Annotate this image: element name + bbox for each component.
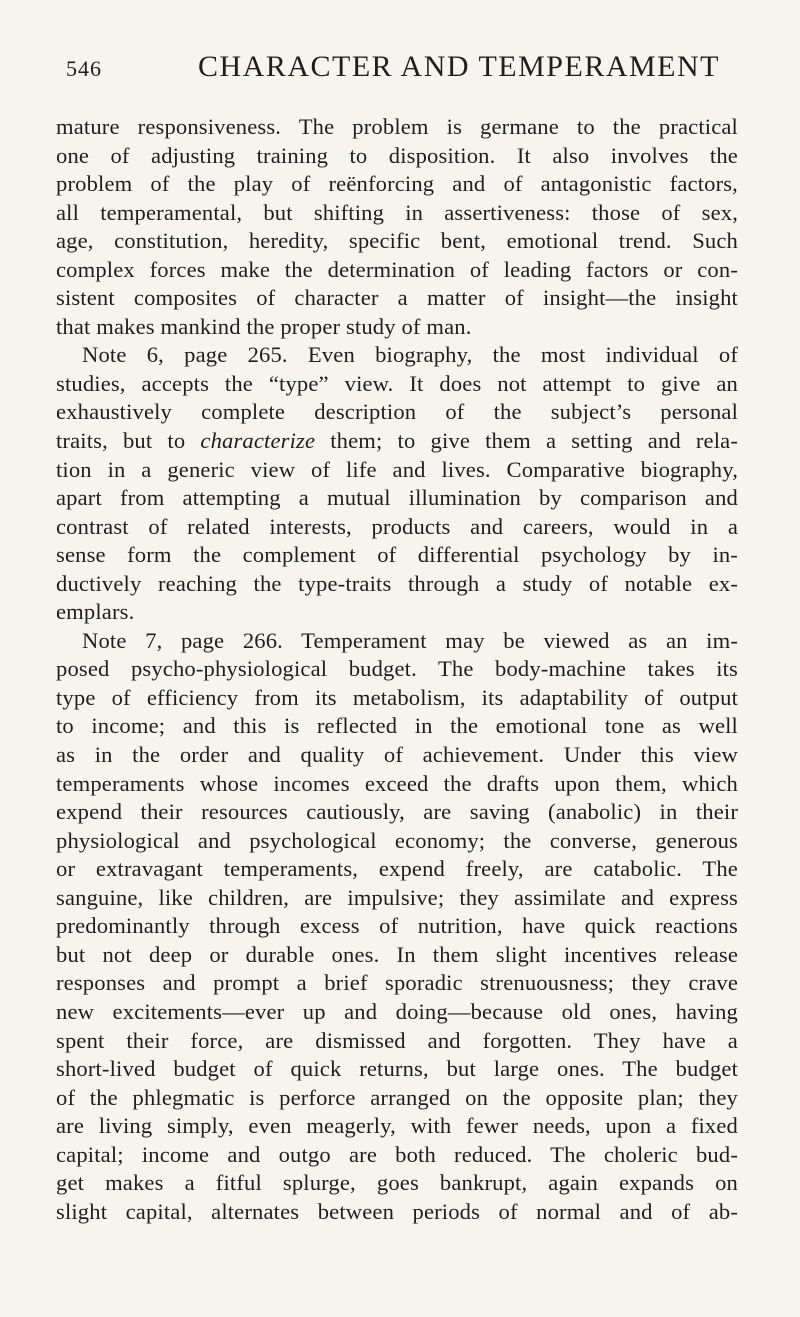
text-line: temperaments whose incomes exceed the drafts upon them, which xyxy=(56,770,738,796)
text-line: problem of the play of reënforcing and of antagonistic factors, xyxy=(56,171,738,197)
text-line: tion in a generic view of life and lives. Comparative biography, xyxy=(56,456,738,482)
text-line: get makes a fitful splurge, goes bankrupt, again expands on xyxy=(56,1170,738,1196)
text-line: sistent composites of character a matter of insight—the insight xyxy=(56,285,738,311)
text-line: exhaustively complete description of the subject’s personal xyxy=(56,399,738,425)
text-line: emplars. xyxy=(56,599,135,625)
text-line: Note 7, page 266. Temperament may be viewed as an im- xyxy=(82,627,738,653)
text-line: age, constitution, heredity, specific bent, emotional trend. Such xyxy=(56,228,738,254)
text-line: of the phlegmatic is perforce arranged on the opposite plan; they xyxy=(56,1084,738,1110)
text-line: complex forces make the determination of leading factors or con- xyxy=(56,256,738,282)
text-line: mature responsiveness. The problem is germane to the practical xyxy=(56,114,738,139)
text-line: ductively reaching the type-traits through a study of notable ex- xyxy=(56,570,738,596)
text-line: type of efficiency from its metabolism, its adaptability of output xyxy=(56,684,738,710)
text-line: sense form the complement of differential psychology by in- xyxy=(56,542,738,568)
text-line: short-lived budget of quick returns, but large ones. The budget xyxy=(56,1056,738,1082)
text-line: one of adjusting training to disposition. It also involves the xyxy=(56,142,738,168)
text-line: expend their resources cautiously, are saving (anabolic) in their xyxy=(56,799,738,825)
body-text xyxy=(56,113,738,1226)
text-line: sanguine, like children, are impulsive; they assimilate and express xyxy=(56,884,738,910)
running-head: CHARACTER AND TEMPERAMENT xyxy=(198,50,720,83)
text-line: Note 6, page 265. Even biography, the most individual of xyxy=(82,342,738,368)
text-line: or extravagant temperaments, expend freely, are catabolic. The xyxy=(56,856,738,882)
text-line: new excitements—ever up and doing—because old ones, having xyxy=(56,998,738,1024)
text-line: as in the order and quality of achievement. Under this view xyxy=(56,742,738,768)
text-line: slight capital, alternates between periods of normal and of ab- xyxy=(56,1198,738,1224)
text-line: posed psycho-physiological budget. The body-machine takes its xyxy=(56,656,738,682)
text-line: all temperamental, but shifting in assertiveness: those of sex, xyxy=(56,199,738,225)
page-header xyxy=(66,50,746,90)
text-line: that makes mankind the proper study of man. xyxy=(56,313,472,339)
text-line: contrast of related interests, products and careers, would in a xyxy=(56,513,738,539)
text-line: predominantly through excess of nutrition, have quick reactions xyxy=(56,913,738,939)
text-line: but not deep or durable ones. In them slight incentives release xyxy=(56,941,738,967)
text-line: spent their force, are dismissed and forgotten. They have a xyxy=(56,1027,738,1053)
text-line: studies, accepts the “type” view. It does not attempt to give an xyxy=(56,370,738,396)
text-line: capital; income and outgo are both reduced. The choleric bud- xyxy=(56,1141,738,1167)
text-line: to income; and this is reflected in the emotional tone as well xyxy=(56,713,738,739)
text-line: physiological and psychological economy; the converse, generous xyxy=(56,827,738,853)
text-line: traits, but to characterize them; to give them a setting and rela- xyxy=(56,428,739,454)
text-line: are living simply, even meagerly, with fewer needs, upon a fixed xyxy=(56,1113,738,1139)
text-line: apart from attempting a mutual illumination by comparison and xyxy=(56,485,738,511)
text-line: responses and prompt a brief sporadic strenuousness; they crave xyxy=(56,970,738,996)
page-number: 546 xyxy=(66,56,102,81)
